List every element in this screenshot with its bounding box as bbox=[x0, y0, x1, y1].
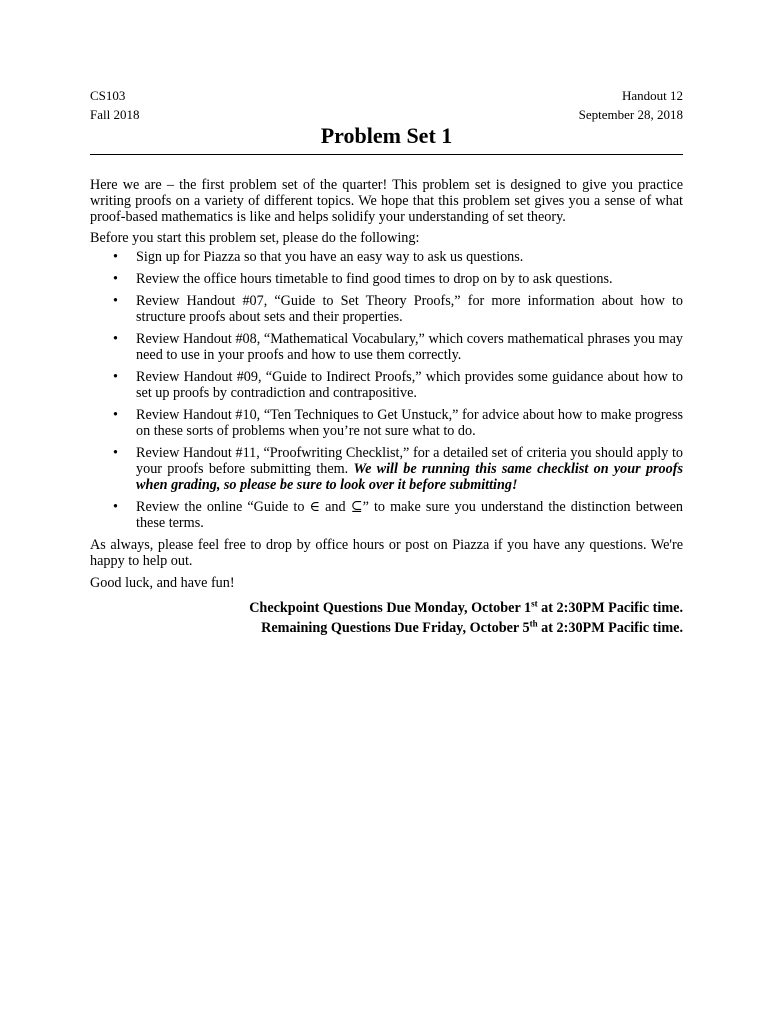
header-row-1 bbox=[90, 86, 683, 105]
task-text: Review Handout #09, “Guide to Indirect Proofs,” which provides some guidance about how to set up proofs by contradiction and contrapositive. bbox=[136, 369, 683, 401]
due-dates bbox=[90, 598, 683, 638]
good-luck-text: Good luck, and have fun! bbox=[90, 575, 235, 591]
handout-page bbox=[90, 86, 683, 638]
task-item bbox=[90, 499, 683, 531]
task-text: Review Handout #11, “Proofwriting Checklist,” for a detailed set of criteria you should apply to your proofs before submitting them. bbox=[136, 445, 683, 477]
task-text: Review Handout #07, “Guide to Set Theory Proofs,” for more information about how to structure proofs about sets and their properties. bbox=[136, 293, 683, 325]
remaining-deadline-text: Remaining Questions Due Friday, October 5 bbox=[261, 620, 530, 636]
bullet-icon: • bbox=[113, 407, 118, 423]
task-list bbox=[90, 249, 683, 531]
task-item bbox=[90, 331, 683, 363]
task-item bbox=[90, 369, 683, 401]
task-item bbox=[90, 249, 683, 265]
before-you-start-text: Before you start this problem set, please do the following: bbox=[90, 230, 420, 246]
task-item bbox=[90, 271, 683, 287]
checklist-warning: We will be running this same checklist on your proofs when grading, so please be sure to look over it before submitting! bbox=[136, 461, 683, 493]
task-text: Review Handout #08, “Mathematical Vocabulary,” which covers mathematical phrases you may need to use in your proofs and how to use them correctly. bbox=[136, 331, 683, 363]
handout-date: September 28, 2018 bbox=[578, 107, 683, 122]
bullet-icon: • bbox=[113, 293, 118, 309]
checkpoint-deadline bbox=[90, 598, 683, 618]
page-title: Problem Set 1 bbox=[320, 123, 453, 148]
intro-paragraph: Here we are – the first problem set of the quarter! This problem set is designed to give you practice writing proofs on a variety of different topics. We hope that this problem set gives you a sense of what proof-based mathematics is like and helps solidify your understanding of set theory. bbox=[90, 177, 683, 225]
handout-number: Handout 12 bbox=[621, 88, 683, 103]
task-item bbox=[90, 445, 683, 493]
checkpoint-ordinal: st bbox=[531, 598, 538, 609]
bullet-icon: • bbox=[113, 331, 118, 347]
task-text: Review Handout #10, “Ten Techniques to Get Unstuck,” for advice about how to make progress on these sorts of problems when you’re not sure what to do. bbox=[136, 407, 683, 439]
term: Fall 2018 bbox=[90, 107, 140, 122]
remaining-deadline bbox=[90, 618, 683, 638]
bullet-icon: • bbox=[113, 271, 118, 287]
task-item bbox=[90, 407, 683, 439]
bullet-icon: • bbox=[113, 445, 118, 461]
course-code: CS103 bbox=[90, 88, 126, 103]
task-text: Sign up for Piazza so that you have an easy way to ask us questions. bbox=[136, 249, 524, 265]
task-item bbox=[90, 293, 683, 325]
title-rule bbox=[90, 124, 683, 155]
task-text: Review the office hours timetable to find good times to drop on by to ask questions. bbox=[136, 271, 613, 287]
checkpoint-deadline-text: Checkpoint Questions Due Monday, October 1 bbox=[249, 600, 532, 616]
bullet-icon: • bbox=[113, 499, 118, 515]
remaining-ordinal: th bbox=[529, 618, 538, 629]
closing-paragraph: As always, please feel free to drop by office hours or post on Piazza if you have any questions. We're happy to help out. bbox=[90, 537, 683, 569]
task-text: Review the online “Guide to ∈ and ⊆” to make sure you understand the distinction between these terms. bbox=[136, 499, 683, 531]
bullet-icon: • bbox=[113, 249, 118, 265]
bullet-icon: • bbox=[113, 369, 118, 385]
checkpoint-deadline-time: at 2:30PM Pacific time. bbox=[537, 600, 683, 616]
remaining-deadline-time: at 2:30PM Pacific time. bbox=[537, 620, 683, 636]
